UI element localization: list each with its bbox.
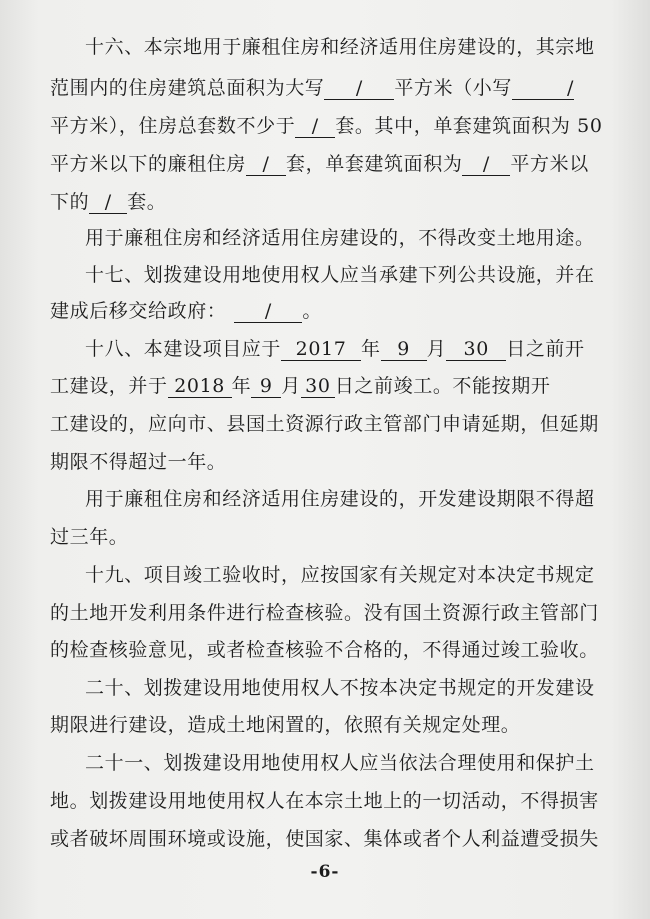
end-month-field: 9	[251, 375, 281, 398]
total-area-chinese-blank: /	[324, 77, 394, 100]
clause-16-line-3: 平方米），住房总套数不少于 / 套。其中，单套建筑面积为 50	[50, 115, 603, 137]
clause-21-line-2: 地。划拨建设用地使用权人在本宗土地上的一切活动，不得损害	[50, 790, 599, 812]
clause-18-line-3: 工建设的，应向市、县国土资源行政主管部门申请延期，但延期	[50, 413, 599, 435]
clause-19-line-3: 的检查核验意见，或者检查核验不合格的，不得通过竣工验收。	[50, 639, 599, 661]
end-year-field: 2018	[168, 375, 232, 398]
total-area-numeric-blank: /	[512, 77, 574, 100]
clause-19-line-2: 的土地开发利用条件进行检查核验。没有国土资源行政主管部门	[50, 602, 599, 624]
clause-18-line-1: 十八、本建设项目应于 2017 年 9 月 30 日之前开	[85, 338, 585, 360]
clause-20-line-1: 二十、划拨建设用地使用权人不按本决定书规定的开发建设	[85, 677, 595, 699]
clause-21-line-1: 二十一、划拨建设用地使用权人应当依法合理使用和保护土	[85, 752, 595, 774]
start-day-field: 30	[446, 338, 506, 361]
clause-19-line-1: 十九、项目竣工验收时，应按国家有关规定对本决定书规定	[85, 564, 595, 586]
clause-16-line-1: 十六、本宗地用于廉租住房和经济适用住房建设的，其宗地	[85, 36, 595, 58]
clause-16-line-5: 下的 / 套。	[50, 191, 167, 213]
clause-18-line-4: 期限不得超过一年。	[50, 451, 227, 473]
clause-16-land-use-note: 用于廉租住房和经济适用住房建设的，不得改变土地用途。	[85, 227, 595, 249]
unit-area-blank: /	[462, 153, 510, 176]
small-unit-count-blank: /	[89, 191, 127, 214]
public-facilities-blank: /	[234, 300, 302, 323]
page-number: -6-	[310, 862, 340, 882]
end-day-field: 30	[301, 375, 335, 398]
clause-18-line-2: 工建设，并于 2018 年 9 月 30 日之前竣工。不能按期开	[50, 375, 551, 397]
low-rent-unit-blank: /	[246, 153, 286, 176]
unit-count-blank: /	[295, 115, 335, 138]
clause-21-line-3: 或者破坏周围环境或设施，使国家、集体或者个人利益遭受损失	[50, 828, 599, 850]
clause-17-line-1: 十七、划拨建设用地使用权人应当承建下列公共设施，并在	[85, 264, 595, 286]
clause-16-line-4: 平方米以下的廉租住房 / 套，单套建筑面积为 / 平方米以	[50, 153, 589, 175]
clause-18-term-note-line-2: 过三年。	[50, 526, 129, 548]
clause-18-term-note-line-1: 用于廉租住房和经济适用住房建设的，开发建设期限不得超	[85, 488, 595, 510]
clause-17-line-2: 建成后移交给政府： / 。	[50, 300, 323, 322]
start-month-field: 9	[381, 338, 427, 361]
start-year-field: 2017	[281, 338, 361, 361]
clause-20-line-2: 期限进行建设，造成土地闲置的，依照有关规定处理。	[50, 714, 521, 736]
clause-16-line-2: 范围内的住房建筑总面积为大写 / 平方米（小写 /	[50, 77, 575, 99]
